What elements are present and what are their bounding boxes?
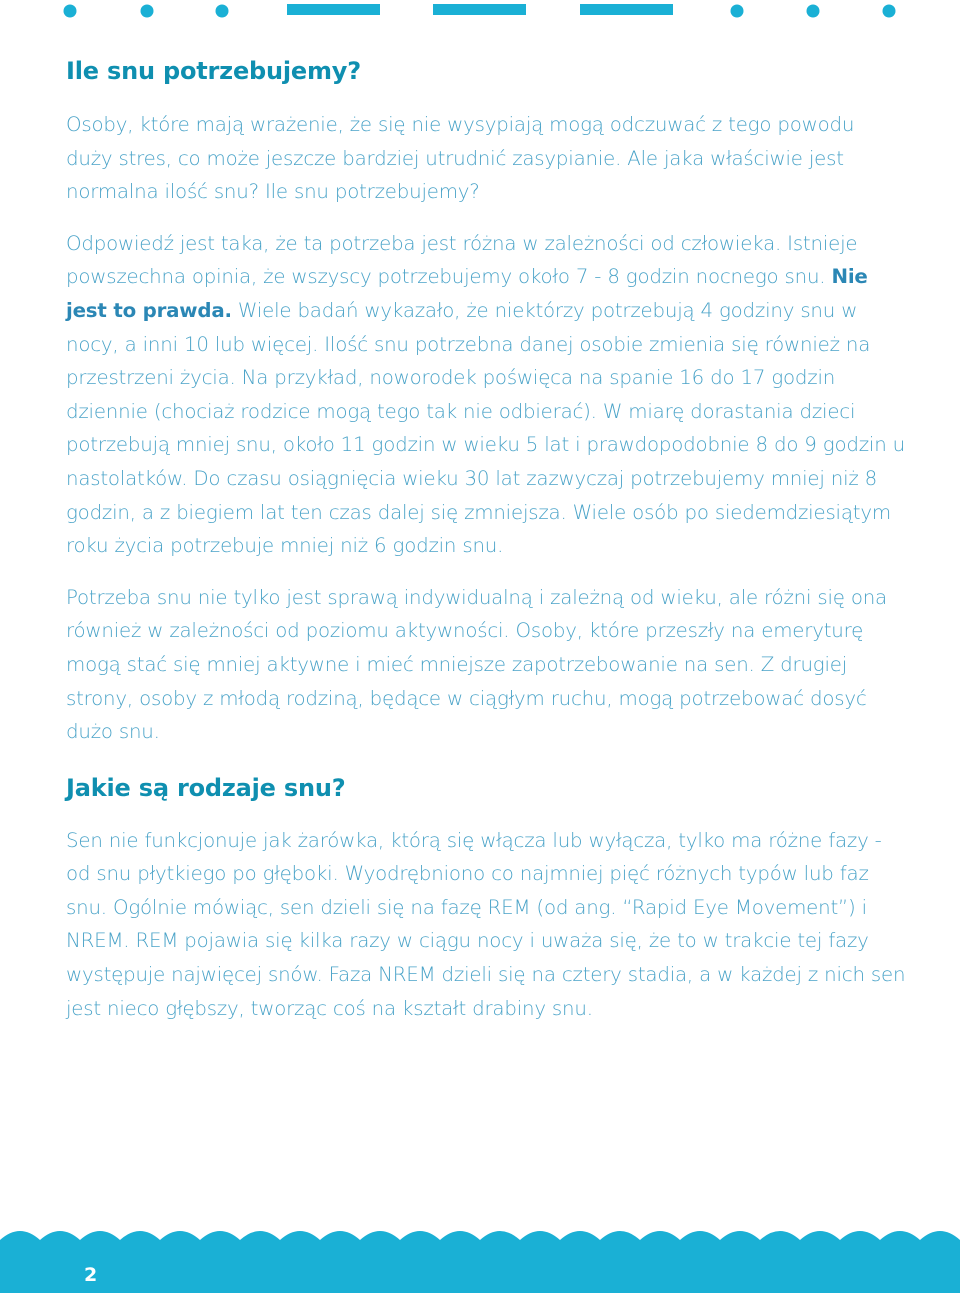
paragraph-sleep-phases: Sen nie funkcjonuje jak żarówka, którą się włącza lub wyłącza, tylko ma różne fazy - od snu płytkiego po głęboki. Wyodrębniono co najmniej pięć różnych typów lub faz snu. Ogólnie mówiąc, sen dzieli się na fazę REM (od ang. “Rapid Eye Movement”) i NREM. REM pojawia się kilka razy w ciągu nocy i uważa się, że to w trakcie tej fazy występuje najwięcej snów. Faza NREM dzieli się na cztery stadia, a w każdej z nich sen jest nieco głębszy, tworząc coś na kształt drabiny snu. [66,828,906,1020]
section-heading-sleep-types: Jakie są rodzaje snu? [66,773,346,802]
paragraph-sleep-amount-lead: Odpowiedź jest taka, że ta potrzeba jest różna w zależności od człowieka. Istnieje powszechna opinia, że wszyscy potrzebujemy około 7 - 8 godzin nocnego snu. [66,231,858,289]
paragraph-sleep-amount [66,227,906,563]
bottom-wave-decoration [0,1226,960,1293]
top-decorative-border [0,0,960,24]
page-number: 2 [84,1264,98,1286]
section-heading-sleep-need: Ile snu potrzebujemy? [66,57,361,85]
document-body [66,54,906,1025]
paragraph-activity: Potrzeba snu nie tylko jest sprawą indywidualną i zależną od wieku, ale różni się ona również w zależności od poziomu aktywności. Osoby, które przeszły na emeryturę mogą stać się mniej aktywne i mieć mniejsze zapotrzebowanie na sen. Z drugiej strony, osoby z młodą rodziną, będące w ciągłym ruchu, mogą potrzebować dosyć dużo snu. [66,585,887,744]
paragraph-sleep-amount-rest: Wiele badań wykazało, że niektórzy potrzebują 4 godziny snu w nocy, a inni 10 lub więcej. Ilość snu potrzebna danej osobie zmienia się również na przestrzeni życia. Na przykład, noworodek poświęca na spanie 16 do 17 godzin dziennie (chociaż rodzice mogą tego tak nie odbierać). W miarę dorastania dzieci potrzebują mniej snu, około 11 godzin w wieku 5 lat i prawdopodobnie 8 do 9 godzin u nastolatków. Do czasu osiągnięcia wieku 30 lat zazwyczaj potrzebujemy mniej niż 8 godzin, a z biegiem lat ten czas dalej się zmniejsza. Wiele osób po siedemdziesiątym roku życia potrzebuje mniej niż 6 godzin snu. [66,298,905,558]
emphasis-not-true: Nie jest to prawda. [66,265,868,322]
paragraph-intro: Osoby, które mają wrażenie, że się nie wysypiają mogą odczuwać z tego powodu duży stres, co może jeszcze bardziej utrudnić zasypianie. Ale jaka właściwie jest normalna ilość snu? Ile snu potrzebujemy? [66,113,855,204]
